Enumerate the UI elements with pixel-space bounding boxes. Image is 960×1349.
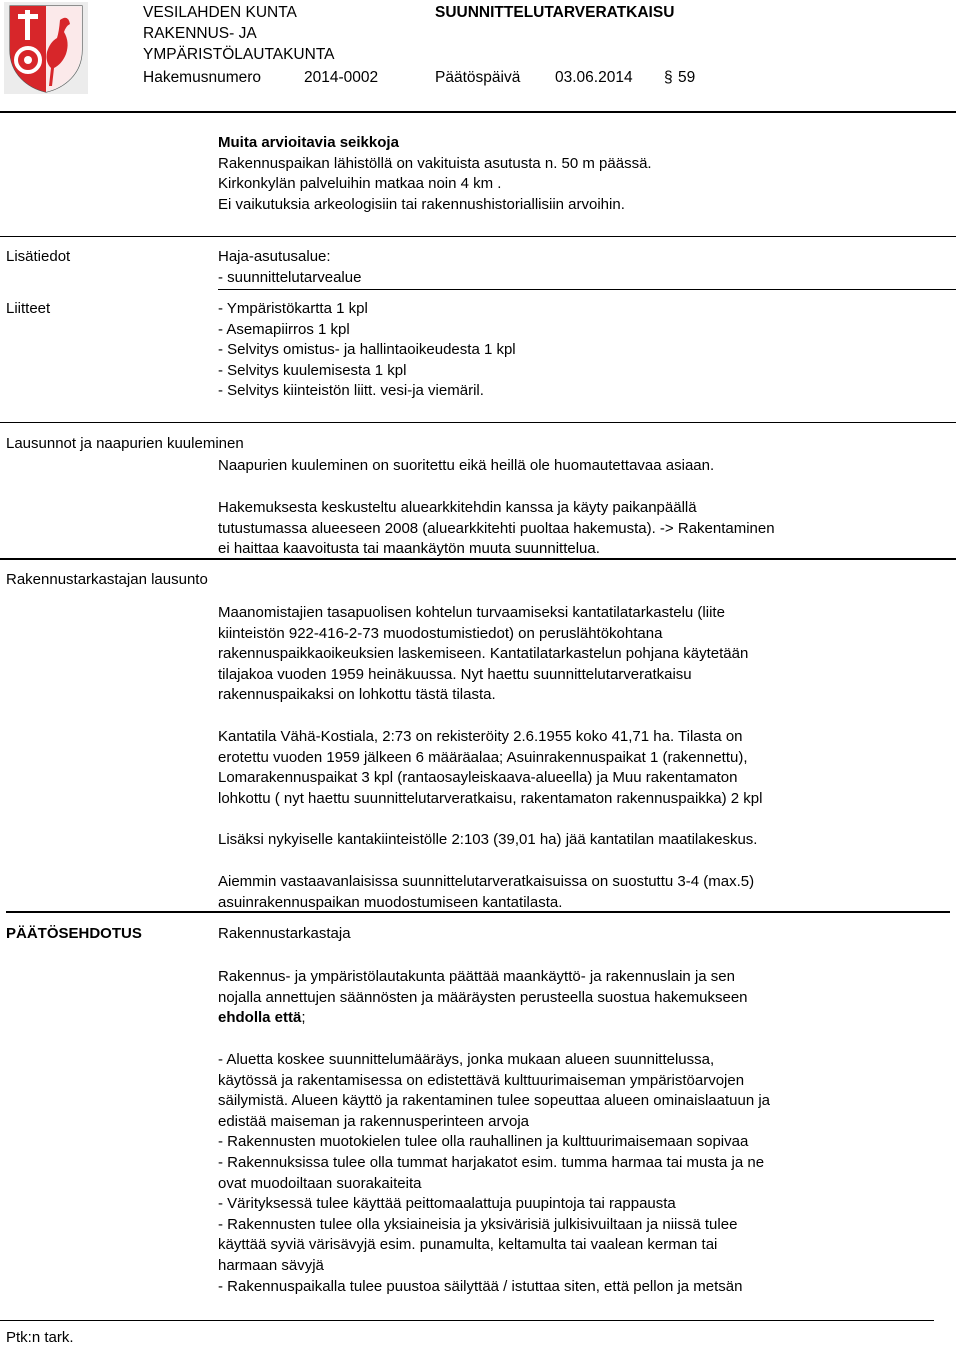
condition-line: - Rakennuksissa tulee olla tummat harjakatot esim. tumma harmaa tai musta ja ne	[218, 1153, 765, 1171]
intro-line: Kirkonkylän palveluihin matkaa noin 4 km .	[218, 175, 502, 193]
decision-date-value: 03.06.2014	[555, 69, 633, 86]
additional-info-label: Lisätiedot	[6, 248, 71, 265]
condition-line: käyttää syviä värisävyjä esim. punamulta, keltamulta tai vaalean kerman tai	[218, 1236, 718, 1254]
attachment-item: - Asemapiirros 1 kpl	[218, 320, 350, 338]
section-divider	[6, 911, 950, 913]
statements-label: Lausunnot ja naapurien kuuleminen	[6, 435, 244, 452]
paragraph-line: Maanomistajien tasapuolisen kohtelun turvaamiseksi kantatilatarkastelu (liite	[218, 604, 725, 621]
decision-statement	[218, 967, 938, 1029]
attachment-item: - Selvitys kuulemisesta 1 kpl	[218, 361, 407, 379]
paragraph-line	[218, 1008, 938, 1029]
paragraph-line: lohkottu ( nyt haettu suunnittelutarveratkaisu, rakentamaton rakennuspaikka) 2 kpl	[218, 789, 763, 807]
paragraph-line: Lomarakennuspaikat 3 kpl (rantaosayleiskaava-alueella) ja Muu rakentamaton	[218, 769, 738, 787]
section-divider	[0, 422, 956, 423]
condition-line: säilymistä. Alueen käyttö ja rakentaminen tulee sopeuttaa alueen ominaislaatuun ja	[218, 1092, 771, 1110]
paragraph-line: ei haittaa kaavoitusta tai maankäytön muuta suunnittelua.	[218, 540, 600, 558]
minutes-checker-label: Ptk:n tark.	[6, 1329, 74, 1346]
condition-line: - Aluetta koskee suunnittelumääräys, jonka mukaan alueen suunnittelussa,	[218, 1051, 715, 1068]
paragraph-line: asuinrakennuspaikan muodostumiseen kantatilasta.	[218, 893, 563, 911]
attachment-item: - Ympäristökartta 1 kpl	[218, 300, 368, 317]
org-name-line2: RAKENNUS- JA	[143, 25, 257, 42]
paragraph-line: rakennuspaikkaoikeuksien laskemiseen. Kantatilatarkastelun pohjana käytetään	[218, 645, 749, 663]
application-number-value: 2014-0002	[304, 69, 379, 86]
condition-line: edistää maiseman ja rakennusperinteen arvoja	[218, 1112, 530, 1130]
paragraph-line: Kantatila Vähä-Kostiala, 2:73 on rekisteröity 2.6.1955 koko 41,71 ha. Tilasta on	[218, 728, 743, 745]
section-divider	[0, 558, 956, 560]
statement-paragraph-3	[218, 830, 938, 851]
paragraph-line: rakennuspaikaksi on lohkottu tästä tilasta.	[218, 686, 496, 704]
paragraph-line: Lisäksi nykyiselle kantakiinteistölle 2:103 (39,01 ha) jää kantatilan maatilakeskus.	[218, 831, 758, 848]
header-divider	[0, 111, 956, 113]
section-divider	[218, 289, 956, 290]
org-name-line3: YMPÄRISTÖLAUTAKUNTA	[143, 46, 335, 63]
decision-conditions-list	[218, 1050, 938, 1297]
condition-line: ovat muodoiltaan suorakaiteita	[218, 1174, 422, 1192]
other-considerations-heading: Muita arvioitavia seikkoja	[218, 134, 399, 151]
proposer-title: Rakennustarkastaja	[218, 925, 351, 942]
statement-paragraph-2	[218, 727, 938, 809]
attachment-item: - Selvitys kiinteistön liitt. vesi-ja viemäril.	[218, 382, 484, 400]
additional-info-line: - suunnittelutarvealue	[218, 268, 362, 286]
condition-line: harmaan sävyjä	[218, 1256, 324, 1274]
condition-emphasis: ehdolla että	[218, 1009, 302, 1027]
paragraph-line: nojalla annettujen säännösten ja määräysten perusteella suostua hakemukseen	[218, 988, 748, 1006]
section-symbol: §	[664, 69, 673, 86]
footer-divider	[0, 1320, 934, 1321]
paragraph-line: Aiemmin vastaavanlaisissa suunnittelutarveratkaisuissa on suostuttu 3-4 (max.5)	[218, 873, 755, 890]
statement-paragraph-1	[218, 603, 938, 706]
building-inspector-statement-label: Rakennustarkastajan lausunto	[6, 571, 208, 588]
coat-of-arms-icon	[4, 2, 88, 94]
paragraph-line: tutustumassa alueeseen 2008 (aluearkkitehti puoltaa hakemusta). -> Rakentaminen	[218, 519, 775, 537]
section-divider	[0, 236, 956, 237]
paragraph-line: erotettu vuoden 1959 jälkeen 6 määräalaa; Asuinrakennuspaikat 1 (rakennettu),	[218, 748, 748, 766]
condition-line: - Rakennuspaikalla tulee puustoa säilyttää / istuttaa siten, että pellon ja metsän	[218, 1277, 743, 1295]
intro-line: Rakennuspaikan lähistöllä on vakituista asutusta n. 50 m päässä.	[218, 154, 652, 172]
additional-info-line: Haja-asutusalue:	[218, 248, 331, 265]
attachments-list	[218, 299, 918, 402]
statement-paragraph-4	[218, 872, 938, 913]
condition-emphasis-tail: ;	[301, 1009, 306, 1027]
paragraph-line: Hakemuksesta keskusteltu aluearkkitehdin kanssa ja käyty paikanpäällä	[218, 499, 697, 516]
condition-line: - Rakennusten tulee olla yksiaineisia ja yksivärisiä julkisivuiltaan ja niissä tulee	[218, 1215, 738, 1233]
paragraph-line: tilajakoa vuoden 1959 heinäkuussa. Nyt haettu suunnittelutarveratkaisu	[218, 665, 692, 683]
condition-line: käytössä ja rakentamisessa on edistettävä kulttuurimaiseman ympäristöarvojen	[218, 1071, 745, 1089]
architect-consultation-paragraph	[218, 498, 938, 560]
org-name-line1: VESILAHDEN KUNTA	[143, 4, 297, 21]
neighbors-hearing-text: Naapurien kuuleminen on suoritettu eikä heillä ole huomautettavaa asiaan.	[218, 457, 715, 474]
paragraph-line: kiinteistön 922-416-2-73 muodostumistiedot) on peruslähtökohtana	[218, 624, 663, 642]
document-type: SUUNNITTELUTARVERATKAISU	[435, 4, 675, 21]
section-number: 59	[678, 69, 696, 86]
decision-proposal-label: PÄÄTÖSEHDOTUS	[6, 925, 142, 942]
application-number-label: Hakemusnumero	[143, 69, 262, 86]
condition-line: - Rakennusten muotokielen tulee olla rauhallinen ja kulttuurimaisemaan sopivaa	[218, 1133, 749, 1151]
other-considerations-section	[218, 133, 918, 215]
attachments-label: Liitteet	[6, 300, 51, 317]
paragraph-line: Rakennus- ja ympäristölautakunta päättää maankäyttö- ja rakennuslain ja sen	[218, 968, 735, 985]
attachment-item: - Selvitys omistus- ja hallintaoikeudesta 1 kpl	[218, 341, 516, 359]
additional-info-section	[218, 247, 918, 288]
decision-date-label: Päätöspäivä	[435, 69, 521, 86]
municipal-coat-of-arms	[4, 2, 88, 94]
intro-line: Ei vaikutuksia arkeologisiin tai rakennushistoriallisiin arvoihin.	[218, 195, 625, 213]
condition-line: - Värityksessä tulee käyttää peittomaalattuja puupintoja tai rappausta	[218, 1195, 676, 1213]
